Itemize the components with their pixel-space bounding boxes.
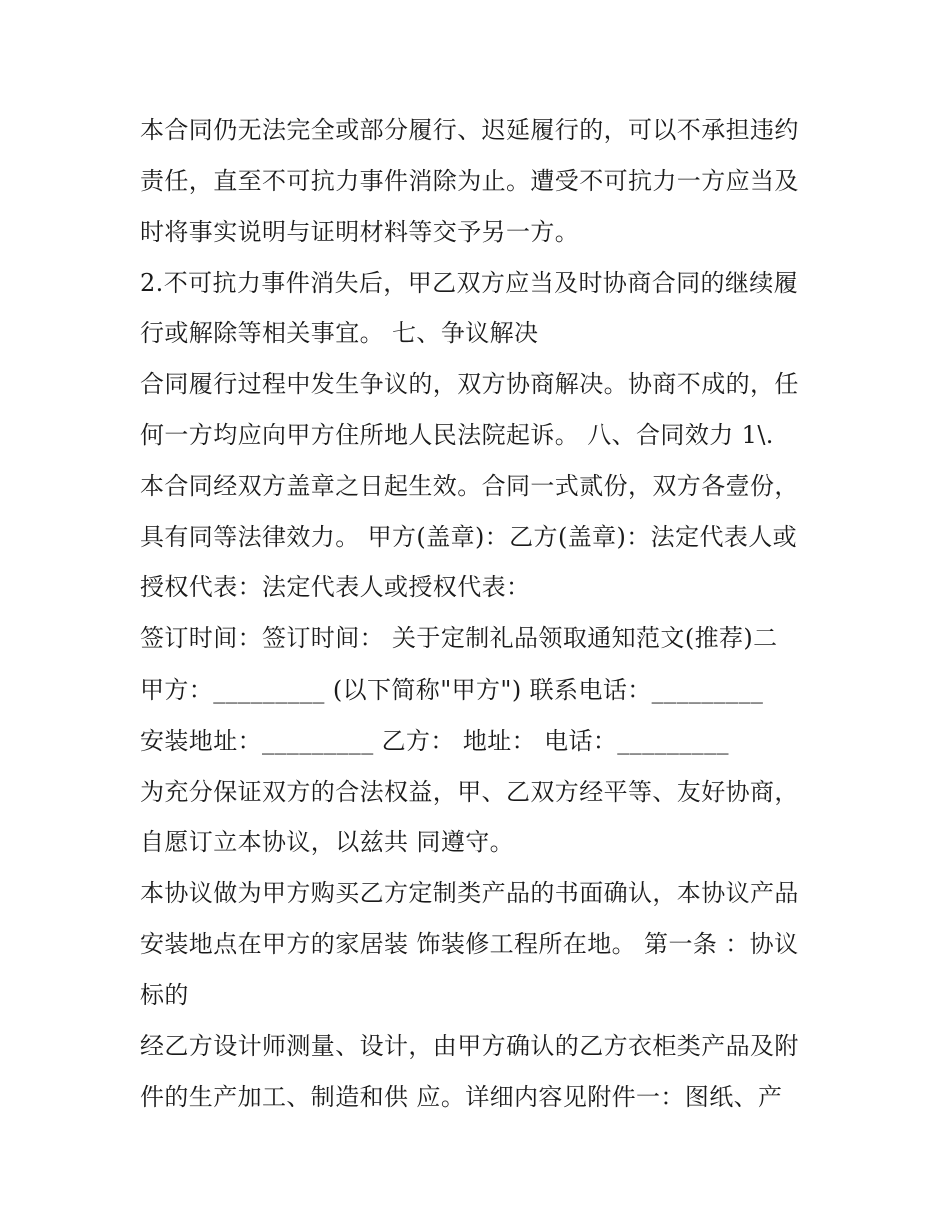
text-line: 安装地址：_________ 乙方： 地址： 电话：_________ [140, 727, 729, 755]
text-line: 本合同仍无法完全或部分履行、迟延履行的，可以不承担违约 [140, 116, 799, 144]
text-line: 本协议做为甲方购买乙方定制类产品的书面确认，本协议产品 [140, 879, 799, 907]
text-line: 件的生产加工、制造和供 应。详细内容见附件一：图纸、产 [140, 1083, 783, 1111]
text-line: 自愿订立本协议，以兹共 同遵守。 [140, 828, 515, 856]
text-line: 标的 [140, 981, 189, 1009]
text-line: 2.不可抗力事件消失后，甲乙双方应当及时协商合同的继续履 [140, 269, 799, 297]
text-line: 行或解除等相关事宜。 七、争议解决 [140, 319, 539, 347]
text-line: 合同履行过程中发生争议的，双方协商解决。协商不成的，任 [140, 370, 799, 398]
text-line: 何一方均应向甲方住所地人民法院起诉。 八、合同效力 1\. [140, 421, 774, 449]
text-line: 时将事实说明与证明材料等交予另一方。 [140, 218, 580, 246]
text-line: 授权代表：法定代表人或授权代表： [140, 573, 531, 601]
text-line: 安装地点在甲方的家居装 饰装修工程所在地。 第一条 ：协议 [140, 930, 799, 958]
text-line: 经乙方设计师测量、设计，由甲方确认的乙方衣柜类产品及附 [140, 1032, 799, 1060]
text-line: 签订时间：签订时间： 关于定制礼品领取通知范文(推荐)二 [140, 624, 778, 652]
text-line: 为充分保证双方的合法权益，甲、乙双方经平等、友好协商， [140, 778, 799, 806]
text-line: 本合同经双方盖章之日起生效。合同一式贰份，双方各壹份， [140, 472, 799, 500]
text-line: 具有同等法律效力。 甲方(盖章)：乙方(盖章)：法定代表人或 [140, 523, 798, 551]
text-line: 甲方：_________ (以下简称"甲方") 联系电话：_________ [140, 676, 764, 704]
text-line: 责任，直至不可抗力事件消除为止。遭受不可抗力一方应当及 [140, 167, 799, 195]
